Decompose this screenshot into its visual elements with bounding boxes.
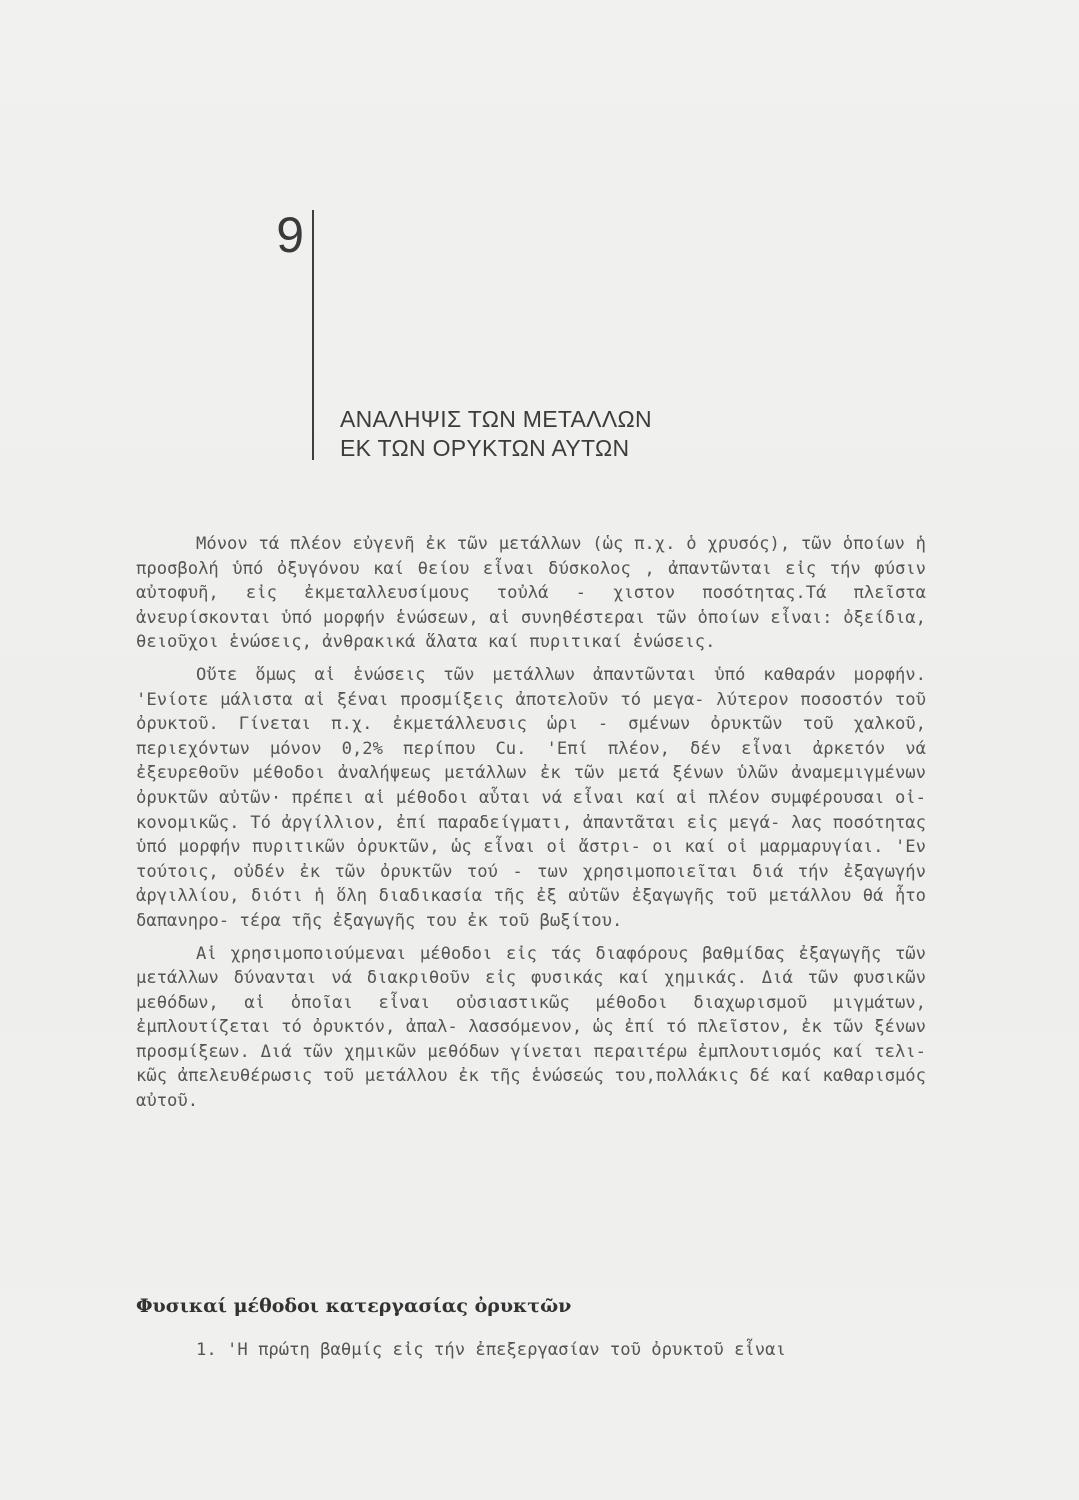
- chapter-divider: [312, 210, 314, 460]
- list-item-1: 1. 'Η πρώτη βαθμίς εἰς τήν ἐπεξεργασίαν τοῦ ὀρυκτοῦ εἶναι: [196, 1340, 786, 1360]
- paragraph-2: Οὔτε ὅμως αἱ ἑνώσεις τῶν μετάλλων ἀπαντῶνται ὑπό καθαράν μορφήν. 'Ενίοτε μάλιστα αἱ ξέναι προσμίξεις ἀποτελοῦν τό μεγα- λύτερον ποσοστόν τοῦ ὀρυκτοῦ. Γίνεται π.χ. ἐκμετάλλευσις ὡρι - σμένων ὀρυκτῶν τοῦ χαλκοῦ, περιεχόντων μόνον 0,2% περίπου Cu. 'Επί πλέον, δέν εἶναι ἀρκετόν νά ἐξευρεθοῦν μέθοδοι ἀναλήψεως μετάλλων ἐκ τῶν μετά ξένων ὑλῶν ἀναμεμιγμένων ὀρυκτῶν αὐτῶν· πρέπει αἱ μέθοδοι αὗται νά εἶναι καί αἱ πλέον συμφέρουσαι οἰ- κονομικῶς. Τό ἀργίλλιον, ἐπί παραδείγματι, ἀπαντᾶται εἰς μεγά- λας ποσότητας ὑπό μορφήν πυριτικῶν ὀρυκτῶν, ὡς εἶναι οἱ ἄστρι- οι καί οἱ μαρμαρυγίαι. 'Εν τούτοις, οὐδέν ἐκ τῶν ὀρυκτῶν τού - των χρησιμοποιεῖται διά τήν ἐξαγωγήν ἀργιλλίου, διότι ἡ ὅλη διαδικασία τῆς ἐξ αὐτῶν ἐξαγωγῆς τοῦ μετάλλου θά ἦτο δαπανηρο- τέρα τῆς ἐξαγωγῆς του ἐκ τοῦ βωξίτου.: [136, 664, 926, 931]
- paragraph-3: Αἱ χρησιμοποιούμεναι μέθοδοι εἰς τάς διαφόρους βαθμίδας ἐξαγωγῆς τῶν μετάλλων δύνανται νά διακριθοῦν εἰς φυσικάς καί χημικάς. Διά τῶν φυσικῶν μεθόδων, αἱ ὁποῖαι εἶναι οὐσιαστικῶς μέθοδοι διαχωρισμοῦ μιγμάτων, ἐμπλουτίζεται τό ὀρυκτόν, ἀπαλ- λασσόμενον, ὡς ἐπί τό πλεῖστον, ἐκ τῶν ξένων προσμίξεων. Διά τῶν χημικῶν μεθόδων γίνεται περαιτέρω ἐμπλουτισμός καί τελι- κῶς ἀπελευθέρωσις τοῦ μετάλλου ἐκ τῆς ἑνώσεώς του,πολλάκις δέ καί καθαρισμός αὐτοῦ.: [136, 943, 926, 1112]
- chapter-number: 9: [276, 207, 304, 263]
- chapter-title-line-2: ΕΚ ΤΩΝ ΟΡΥΚΤΩΝ ΑΥΤΩΝ: [340, 435, 630, 461]
- section-heading: Φυσικαί μέθοδοι κατεργασίας ὀρυκτῶν: [136, 1295, 572, 1317]
- body-text: [136, 532, 926, 1114]
- chapter-title-line-1: ΑΝΑΛΗΨΙΣ ΤΩΝ ΜΕΤΑΛΛΩΝ: [340, 406, 652, 432]
- chapter-title: [340, 405, 652, 463]
- paragraph-1: Μόνον τά πλέον εὐγενῆ ἐκ τῶν μετάλλων (ὡς π.χ. ὁ χρυσός), τῶν ὁποίων ἡ προσβολή ὑπό ὀξυγόνου καί θείου εἶναι δύσκολος , ἀπαντῶνται εἰς τήν φύσιν αὐτοφυῆ, εἰς ἐκμεταλλευσίμους τοὐλά - χιστον ποσότητας.Τά πλεῖστα ἀνευρίσκονται ὑπό μορφήν ἑνώσεων, αἱ συνηθέστεραι τῶν ὁποίων εἶναι: ὀξείδια, θειοῦχοι ἑνώσεις, ἀνθρακικά ἅλατα καί πυριτικαί ἑνώσεις.: [136, 534, 926, 653]
